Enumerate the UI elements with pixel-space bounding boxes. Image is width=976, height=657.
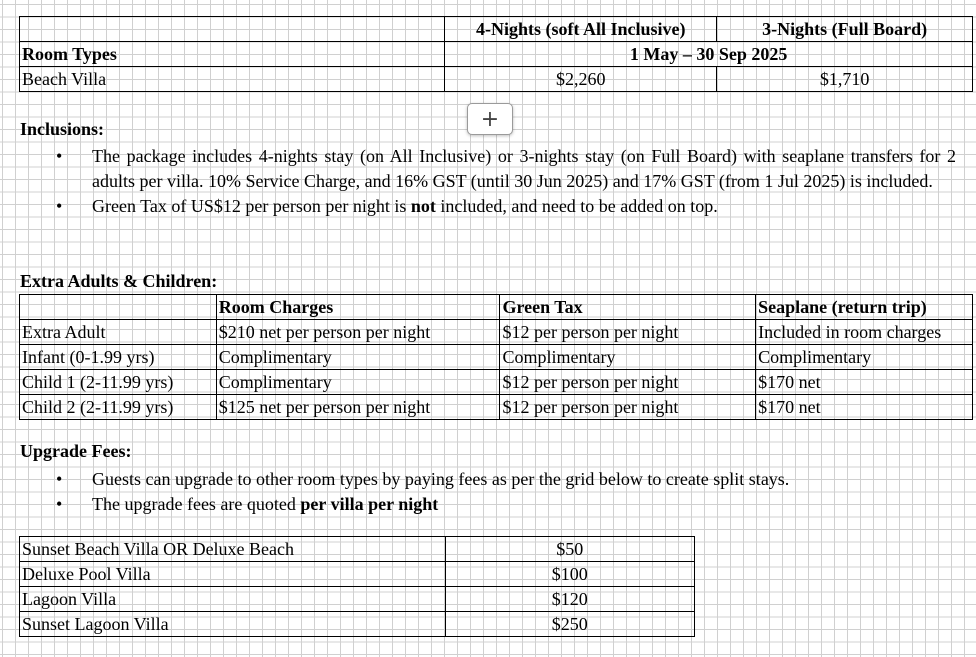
table-row xyxy=(20,345,973,370)
table-cell[interactable]: $12 per person per night xyxy=(500,395,756,420)
inclusion-text: included, and need to be added on top. xyxy=(435,196,718,216)
table-cell[interactable]: Complimentary xyxy=(500,345,756,370)
extras-table xyxy=(19,294,973,420)
table-cell[interactable]: Complimentary xyxy=(756,345,973,370)
date-range[interactable]: 1 May – 30 Sep 2025 xyxy=(445,42,973,67)
bullet-icon: • xyxy=(56,469,63,489)
header-3-nights[interactable]: 3-Nights (Full Board) xyxy=(717,17,973,42)
inclusion-emphasis: not xyxy=(410,196,436,216)
table-cell[interactable]: $210 net per person per night xyxy=(216,320,500,345)
table-cell[interactable]: Child 1 (2-11.99 yrs) xyxy=(20,370,217,395)
room-type-cell[interactable]: Sunset Beach Villa OR Deluxe Beach xyxy=(20,537,446,562)
room-type-cell[interactable]: Deluxe Pool Villa xyxy=(20,562,446,587)
table-row xyxy=(20,612,695,637)
table-cell[interactable] xyxy=(20,295,217,320)
plus-icon: + xyxy=(480,106,500,132)
add-row-button[interactable] xyxy=(467,103,513,135)
table-cell[interactable]: Included in room charges xyxy=(756,320,973,345)
column-header[interactable]: Seaplane (return trip) xyxy=(756,295,973,320)
fee-cell[interactable]: $250 xyxy=(445,612,694,637)
table-row xyxy=(20,320,973,345)
table-cell[interactable]: Complimentary xyxy=(216,370,500,395)
list-item xyxy=(50,144,956,194)
column-header[interactable]: Room Charges xyxy=(216,295,500,320)
room-type-cell[interactable]: Beach Villa xyxy=(20,67,445,92)
bullet-icon: • xyxy=(56,146,63,166)
table-cell[interactable]: Extra Adult xyxy=(20,320,217,345)
upgrade-table xyxy=(19,536,695,637)
table-cell[interactable]: $12 per person per night xyxy=(500,320,756,345)
list-item xyxy=(50,467,956,492)
list-item xyxy=(50,194,956,219)
table-row xyxy=(20,370,973,395)
table-cell[interactable]: Infant (0-1.99 yrs) xyxy=(20,345,217,370)
table-cell[interactable]: $12 per person per night xyxy=(500,370,756,395)
table-row xyxy=(20,587,695,612)
upgrade-emphasis: per villa per night xyxy=(300,494,439,514)
fee-cell[interactable]: $120 xyxy=(445,587,694,612)
table-cell[interactable]: $170 net xyxy=(756,395,973,420)
table-cell[interactable] xyxy=(20,17,445,42)
upgrade-text: Guests can upgrade to other room types by paying fees as per the grid below to create split stays. xyxy=(92,469,790,489)
table-row xyxy=(20,395,973,420)
pricing-table xyxy=(19,16,973,92)
inclusion-text: Green Tax of US$12 per person per night is xyxy=(92,196,411,216)
table-cell[interactable]: Complimentary xyxy=(216,345,500,370)
upgrade-text: The upgrade fees are quoted xyxy=(92,494,301,514)
price-3-nights[interactable]: $1,710 xyxy=(717,67,973,92)
bullet-icon: • xyxy=(56,494,63,514)
table-row xyxy=(20,562,695,587)
price-4-nights[interactable]: $2,260 xyxy=(445,67,717,92)
table-row xyxy=(20,17,973,42)
list-item xyxy=(50,492,956,517)
table-row xyxy=(20,537,695,562)
inclusions-list xyxy=(50,144,956,219)
room-type-cell[interactable]: Lagoon Villa xyxy=(20,587,446,612)
inclusion-text: The package includes 4-nights stay (on All Inclusive) or 3-nights stay (on Full Board) with seaplane transfers for 2 adults per villa. 10% Service Charge, and 16% GST (until 30 Jun 2025) and 17% GST (from 1 Jul 2025) is included. xyxy=(92,146,956,191)
table-cell[interactable]: $125 net per person per night xyxy=(216,395,500,420)
extras-heading: Extra Adults & Children: xyxy=(20,271,218,291)
header-4-nights[interactable]: 4-Nights (soft All Inclusive) xyxy=(445,17,717,42)
inclusions-heading: Inclusions: xyxy=(20,119,105,139)
upgrade-list xyxy=(50,467,956,517)
fee-cell[interactable]: $100 xyxy=(445,562,694,587)
column-header[interactable]: Green Tax xyxy=(500,295,756,320)
table-cell[interactable]: Child 2 (2-11.99 yrs) xyxy=(20,395,217,420)
fee-cell[interactable]: $50 xyxy=(445,537,694,562)
room-type-cell[interactable]: Sunset Lagoon Villa xyxy=(20,612,446,637)
upgrade-heading: Upgrade Fees: xyxy=(20,441,132,461)
table-row xyxy=(20,42,973,67)
bullet-icon: • xyxy=(56,196,63,216)
table-cell[interactable]: $170 net xyxy=(756,370,973,395)
room-types-label[interactable]: Room Types xyxy=(20,42,445,67)
table-row xyxy=(20,295,973,320)
table-row xyxy=(20,67,973,92)
